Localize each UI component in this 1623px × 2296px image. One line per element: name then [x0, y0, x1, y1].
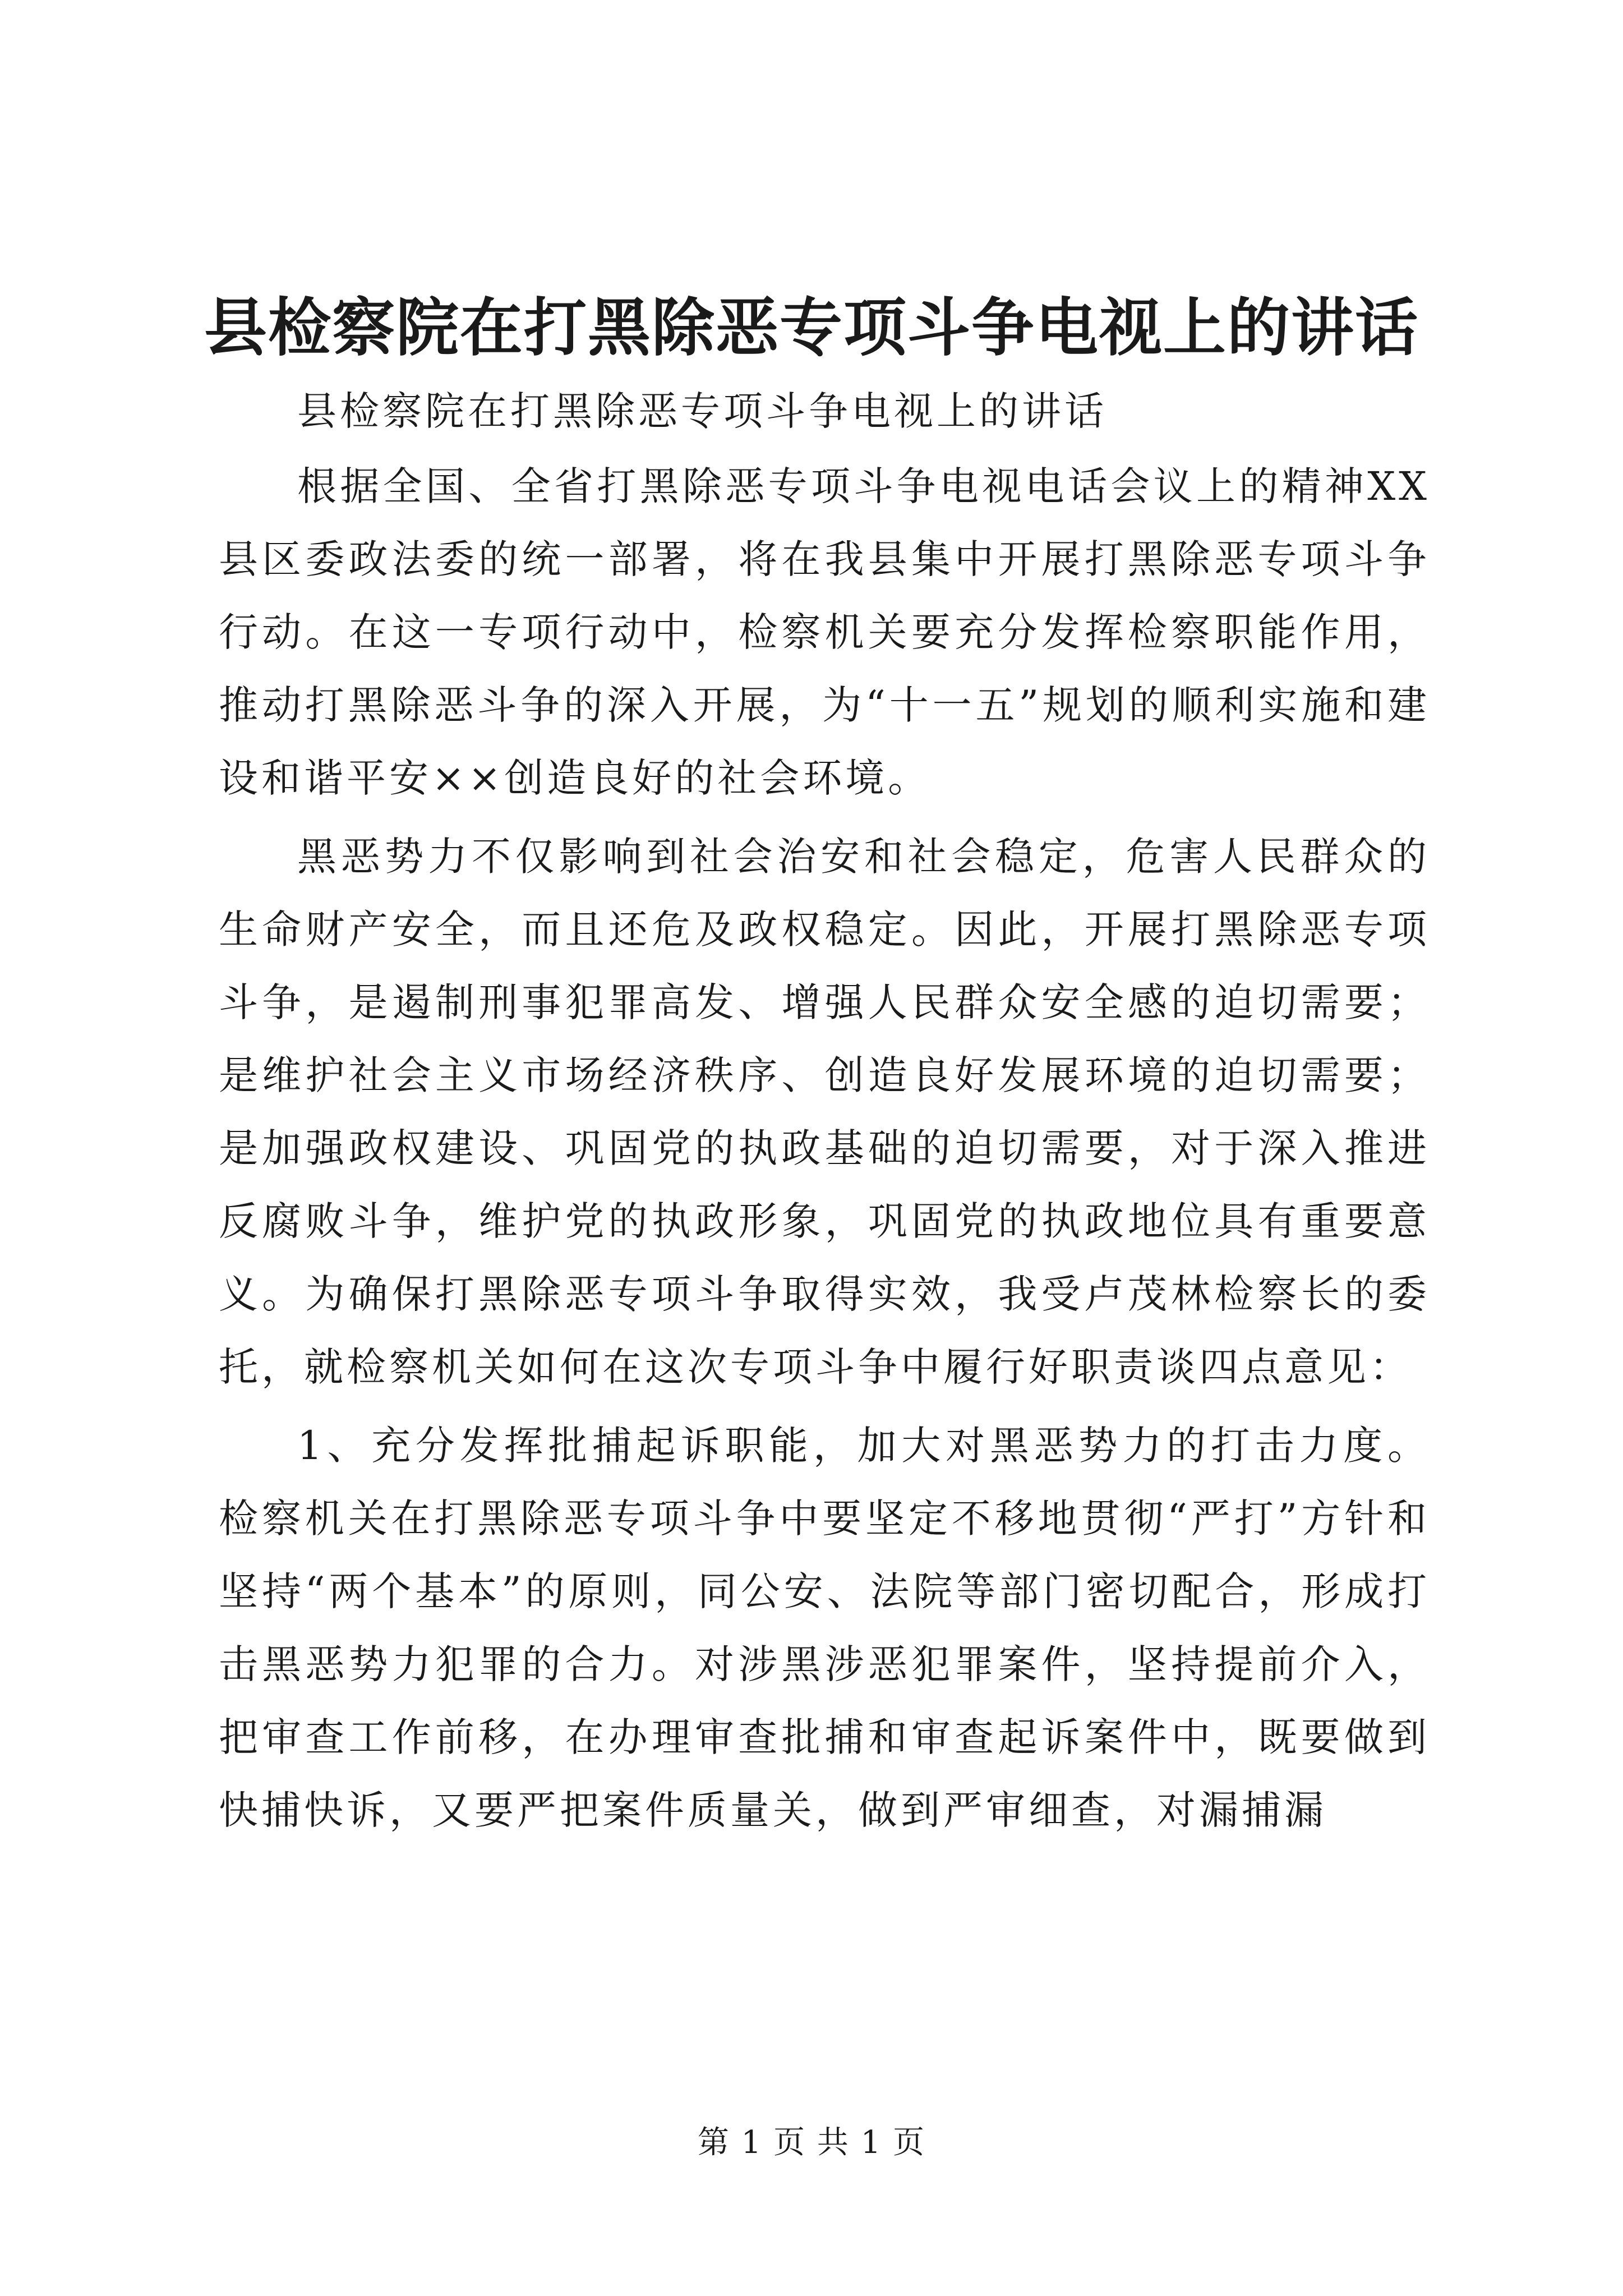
paragraph-2: 黑恶势力不仅影响到社会治安和社会稳定，危害人民群众的生命财产安全，而且还危及政权稳定。因此，开展打黑除恶专项斗争，是遏制刑事犯罪高发、增强人民群众安全感的迫切需要；是维护社会主义市场经济秩序、创造良好发展环境的迫切需要；是加强政权建设、巩固党的执政基础的迫切需要，对于深入推进反腐败斗争，维护党的执政形象，巩固党的执政地位具有重要意义。为确保打黑除恶专项斗争取得实效，我受卢茂林检察长的委托，就检察机关如何在这次专项斗争中履行好职责谈四点意见： — [219, 834, 1430, 1390]
document-title: 县检察院在打黑除恶专项斗争电视上的讲话 — [204, 291, 1419, 365]
document-body — [219, 375, 1430, 1852]
paragraph-subtitle: 县检察院在打黑除恶专项斗争电视上的讲话 — [297, 388, 1107, 434]
paragraph-3: 1、充分发挥批捕起诉职能，加大对黑恶势力的打击力度。检察机关在打黑除恶专项斗争中要坚定不移地贯彻“严打”方针和坚持“两个基本”的原则，同公安、法院等部门密切配合，形成打击黑恶势力犯罪的合力。对涉黑涉恶犯罪案件，坚持提前介入，把审查工作前移，在办理审查批捕和审查起诉案件中，既要做到快捕快诉，又要严把案件质量关，做到严审细查，对漏捕漏 — [219, 1423, 1430, 1833]
page-footer: 第 1 页 共 1 页 — [697, 2124, 926, 2161]
paragraph-1: 根据全国、全省打黑除恶专项斗争电视电话会议上的精神XX县区委政法委的统一部署，将在我县集中开展打黑除恶专项斗争行动。在这一专项行动中，检察机关要充分发挥检察职能作用，推动打黑除恶斗争的深入开展，为“十一五”规划的顺利实施和建设和谐平安××创造良好的社会环境。 — [219, 463, 1430, 801]
